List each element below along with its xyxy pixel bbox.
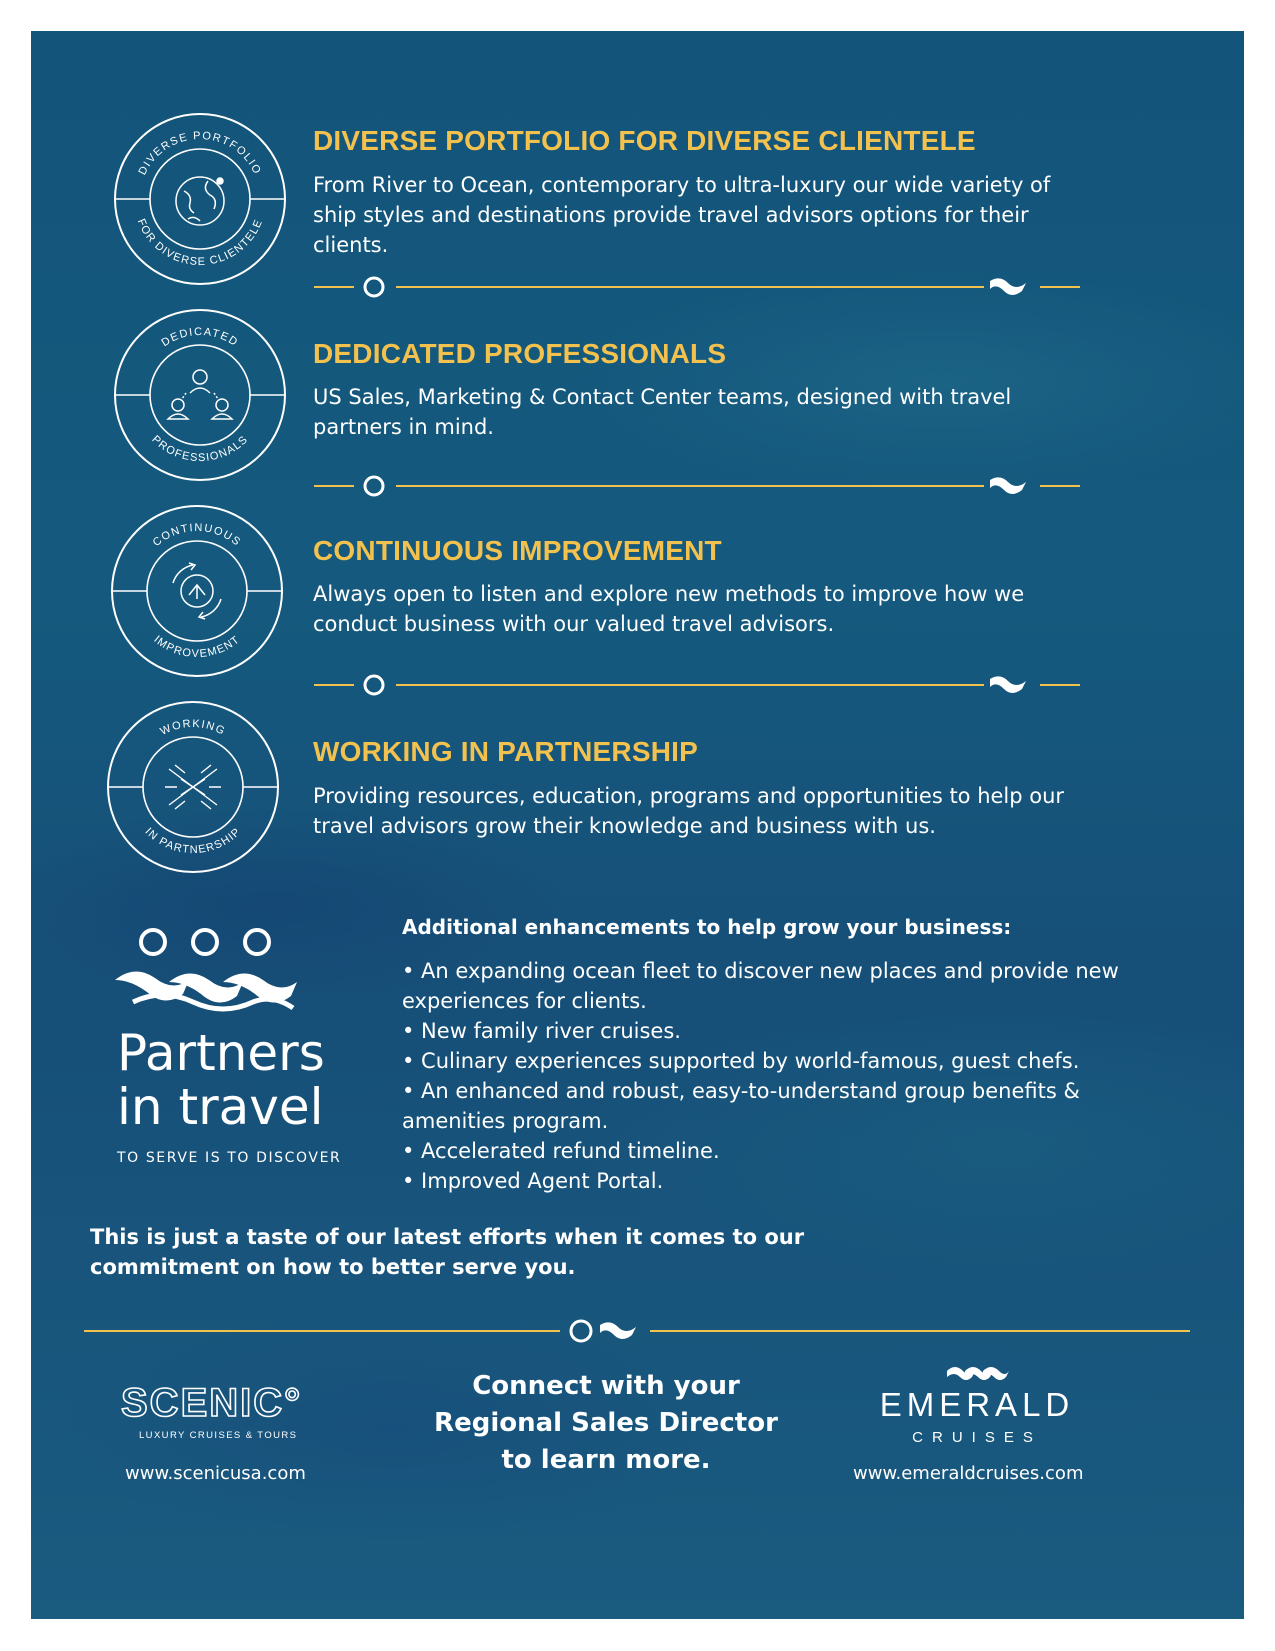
enhancements-title: Additional enhancements to help grow your business: — [402, 915, 1012, 939]
diverse-portfolio-badge — [112, 111, 288, 287]
badge-bottom-text: IMPROVEMENT — [151, 633, 243, 661]
working-in-partnership-badge — [105, 699, 281, 875]
list-item: • An enhanced and robust, easy-to-understand group benefits & amenities program. — [402, 1079, 1080, 1133]
scenic-url-link[interactable]: www.scenicusa.com — [125, 1463, 306, 1484]
logo-line2: in travel — [117, 1078, 324, 1136]
feature-body: Providing resources, education, programs and opportunities to help our travel advisors grow their knowledge and business with us. — [313, 784, 1065, 838]
team-icon — [168, 370, 232, 419]
list-item: • An expanding ocean fleet to discover new places and provide new experiences for clients. — [402, 959, 1119, 1013]
badge-bottom-text: PROFESSIONALS — [149, 433, 251, 465]
footer-divider — [84, 1317, 1190, 1345]
connect-line3: to learn more. — [501, 1445, 711, 1475]
section-divider — [314, 275, 1112, 299]
svg-text:WORKING — [158, 718, 227, 738]
badge-bottom-text: FOR DIVERSE CLIENTELE — [134, 217, 266, 269]
svg-text:PROFESSIONALS — [149, 433, 250, 464]
svg-text:DIVERSE PORTFOLIO — [137, 130, 264, 177]
badge-top-text: CONTINUOUS — [150, 521, 244, 550]
feature-body: Always open to listen and explore new methods to improve how we conduct business with our valued travel advisors. — [313, 582, 1025, 636]
waves-logo-icon — [113, 926, 323, 1016]
enhancements-list — [402, 956, 1172, 1196]
list-item: • Culinary experiences supported by world-famous, guest chefs. — [402, 1049, 1080, 1073]
feature-title: WORKING IN PARTNERSHIP — [313, 736, 698, 767]
feature-title: DIVERSE PORTFOLIO FOR DIVERSE CLIENTELE — [313, 125, 976, 156]
svg-text:CONTINUOUS — [151, 522, 244, 549]
handshake-icon — [165, 765, 221, 809]
list-item: • New family river cruises. — [402, 1019, 681, 1043]
closing-statement: This is just a taste of our latest efforts when it comes to our commitment on how to better serve you. — [90, 1225, 805, 1279]
section-divider — [314, 474, 1112, 498]
list-item: • Improved Agent Portal. — [402, 1169, 664, 1193]
scenic-wordmark: SCENIC° — [121, 1381, 303, 1425]
badge-bottom-text: IN PARTNERSHIP — [142, 825, 244, 857]
list-item: • Accelerated refund timeline. — [402, 1139, 720, 1163]
cycle-arrow-icon — [173, 563, 221, 619]
connect-message — [431, 1368, 781, 1479]
feature-body: From River to Ocean, contemporary to ultra-luxury our wide variety of ship styles and destinations provide travel advisors options for their clients. — [313, 173, 1051, 257]
badge-top-text: DEDICATED — [159, 325, 241, 350]
badge-top-text: WORKING — [158, 717, 228, 738]
scenic-subtitle: LUXURY CRUISES & TOURS — [139, 1430, 298, 1441]
connect-line2: Regional Sales Director — [434, 1408, 778, 1438]
partners-in-travel-logo — [113, 926, 373, 1186]
background-panel — [31, 31, 1244, 1619]
scenic-logo — [121, 1381, 331, 1441]
emerald-wave-icon — [945, 1361, 1009, 1383]
svg-text:IN PARTNERSHIP — [143, 826, 244, 857]
dedicated-professionals-badge — [112, 307, 288, 483]
continuous-improvement-badge — [109, 503, 285, 679]
feature-title: CONTINUOUS IMPROVEMENT — [313, 535, 722, 566]
connect-line1: Connect with your — [472, 1371, 740, 1401]
feature-title: DEDICATED PROFESSIONALS — [313, 338, 727, 369]
logo-tagline: TO SERVE IS TO DISCOVER — [117, 1150, 342, 1166]
logo-line1: Partners — [117, 1024, 325, 1082]
svg-text:IMPROVEMENT — [151, 634, 242, 661]
emerald-url-link[interactable]: www.emeraldcruises.com — [853, 1463, 1084, 1484]
emerald-logo — [857, 1361, 1097, 1446]
emerald-wordmark: EMERALD — [879, 1386, 1075, 1423]
emerald-subtitle: CRUISES — [912, 1429, 1042, 1446]
globe-icon — [176, 177, 224, 225]
badge-top-text: DIVERSE PORTFOLIO — [136, 129, 264, 178]
feature-body: US Sales, Marketing & Contact Center teams, designed with travel partners in mind. — [313, 385, 1012, 439]
section-divider — [314, 673, 1112, 697]
